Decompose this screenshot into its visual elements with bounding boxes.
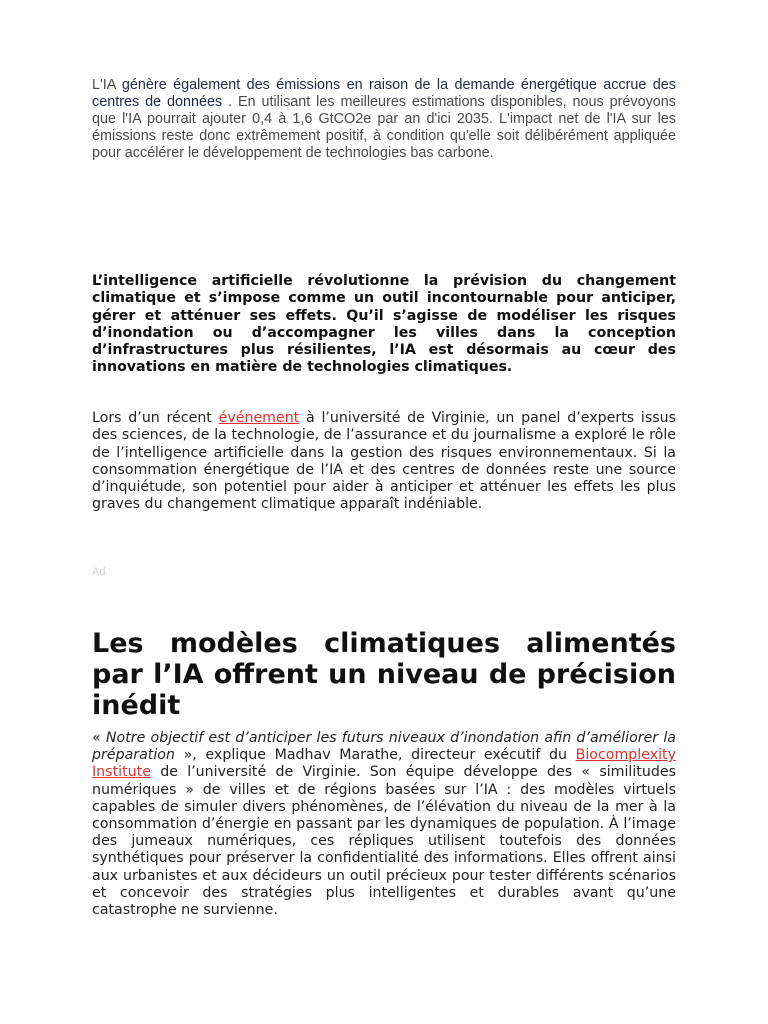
quote-rest: de l’université de Virginie. Son équipe développe des « similitudes numériques » de villes et de régions basées sur l’IA : des modèles virtuels capables de simuler divers phénomènes, de l’élévation du niveau de la mer à la consommation d’énergie en passant par les dynamiques de population. À l’image des jumeaux numériques, ces répliques utilisent toutefois des données synthétiques pour préserver la confidentialité des informations. Elles offrent ainsi aux urbanistes et aux décideurs un outil précieux pour tester différents scénarios et concevoir des stratégies plus intelligentes et durables avant qu’une catastrophe ne survienne. bbox=[92, 764, 676, 919]
quote-paragraph bbox=[92, 730, 676, 919]
section-heading: Les modèles climatiques alimentés par l’IA offrent un niveau de précision inédit bbox=[92, 628, 676, 721]
quote-attribution: », explique Madhav Marathe, directeur exécutif du bbox=[174, 747, 576, 764]
quote-text: Notre objectif est d’anticiper les futurs niveaux d’inondation afin d’améliorer la préparation bbox=[92, 730, 676, 764]
intro-rest: . En utilisant les meilleures estimations disponibles, nous prévoyons que l'IA pourrait ajouter 0,4 à 1,6 GtCO2e par an d'ici 2035. L'impact net de l'IA sur les émissions reste donc extrêmement positif, à condition qu'elle soit délibérément appliquée pour accélérer le développement de technologies bas carbone. bbox=[92, 94, 676, 161]
event-after: à l’université de Virginie, un panel d’experts issus des sciences, de la technologie, de l’assurance et du journalisme a exploré le rôle de l’intelligence artificielle dans la gestion des risques environnementaux. Si la consommation énergétique de l’IA et des centres de données reste une source d’inquiétude, son potentiel pour aider à anticiper et atténuer les effets les plus graves du changement climatique apparaît indéniable. bbox=[92, 410, 676, 513]
quote-open: « bbox=[92, 730, 106, 746]
intro-paragraph bbox=[92, 77, 676, 162]
institute-link[interactable]: Biocomplexity Institute bbox=[92, 747, 676, 781]
intro-highlight: génère également des émissions en raison de la demande énergétique accrue des centres de données bbox=[92, 77, 676, 110]
lead-bold-paragraph: L’intelligence artificielle révolutionne la prévision du changement climatique et s’impose comme un outil incontournable pour anticiper, gérer et atténuer ses effets. Qu’il s’agisse de modéliser les risques d’inondation ou d’accompagner les villes dans la conception d’infrastructures plus résilientes, l’IA est désormais au cœur des innovations en matière de technologies climatiques. bbox=[92, 273, 676, 376]
event-link[interactable]: événement bbox=[218, 410, 300, 426]
intro-lead: L'IA bbox=[92, 77, 122, 93]
event-before: Lors d’un récent bbox=[92, 410, 219, 426]
ad-label: Ad bbox=[92, 566, 106, 578]
event-paragraph bbox=[92, 410, 676, 514]
